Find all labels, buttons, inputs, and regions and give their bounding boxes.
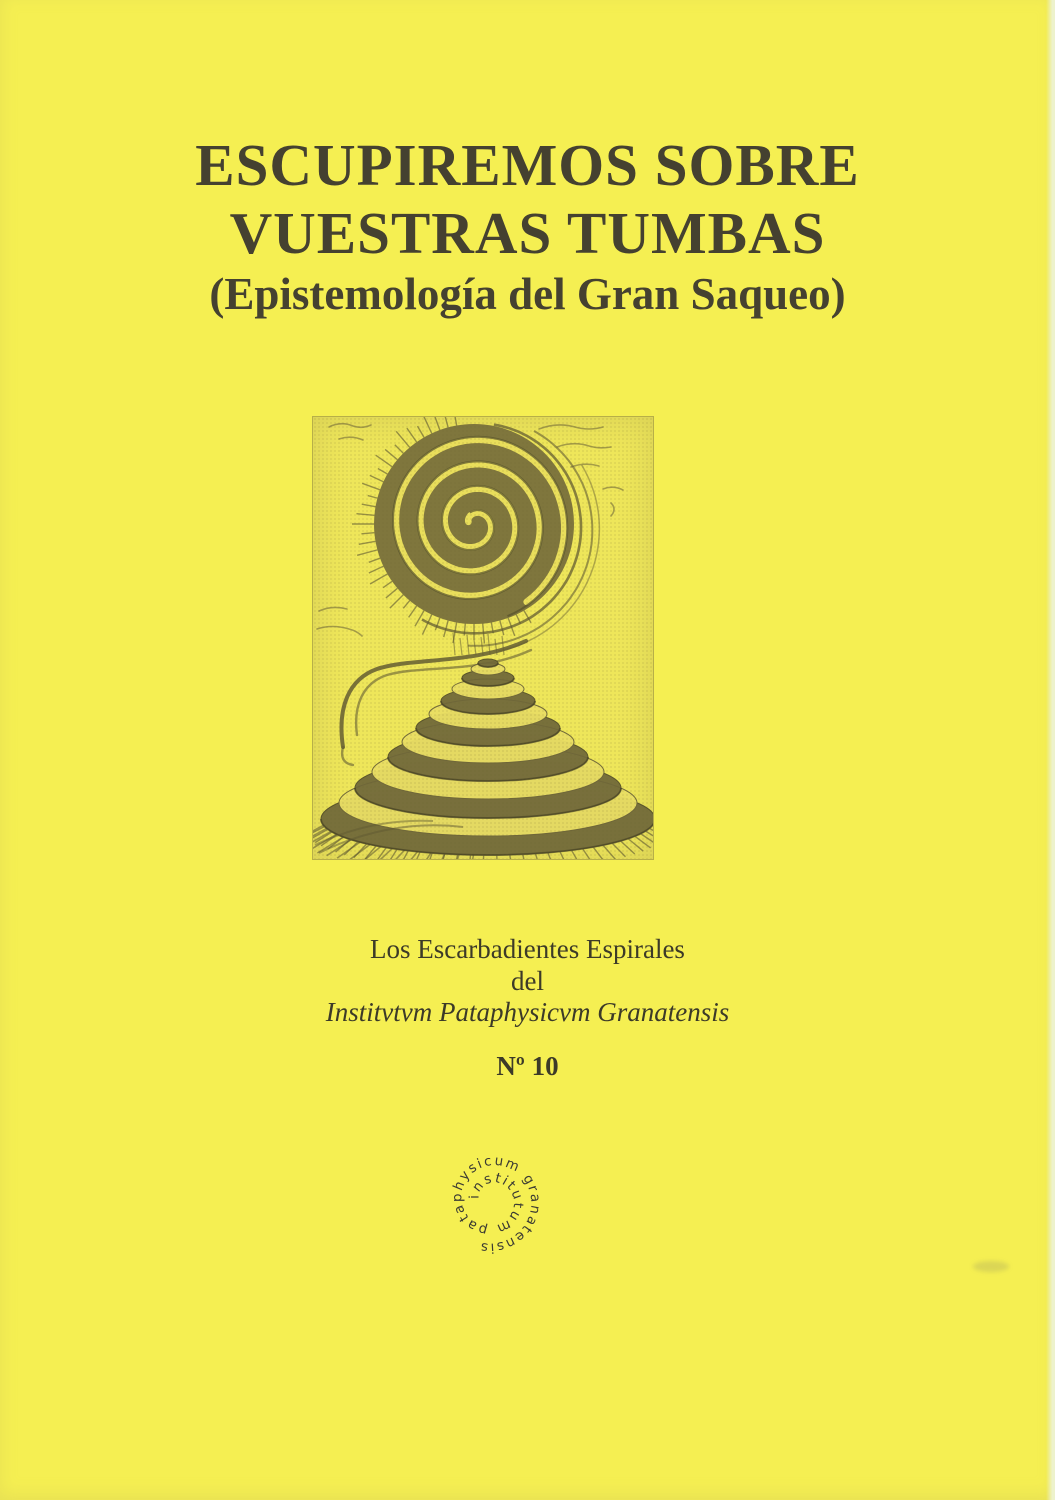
- spiral-sketch-drawing: [313, 417, 653, 859]
- page-edge-strip: [1046, 0, 1055, 1500]
- stepped-spiral-mound: [313, 659, 653, 859]
- imprint-line2: del: [511, 966, 544, 996]
- logo-spiral-text: institutum pataphysicum granatensis: [449, 1152, 544, 1256]
- imprint-line1: Los Escarbadientes Espirales: [370, 934, 685, 964]
- cover-title-line1: ESCUPIREMOS SOBRE: [195, 132, 860, 198]
- spiral-text-logo: [408, 1116, 576, 1284]
- coiled-rope-spiral: [352, 417, 599, 655]
- cover-title-line2: VUESTRAS TUMBAS: [229, 200, 826, 266]
- smudge-mark: [973, 1261, 1009, 1272]
- institute-spiral-logo: [408, 1116, 576, 1284]
- issue-number: Nº 10: [496, 1051, 559, 1081]
- cover-subtitle: (Epistemología del Gran Saqueo): [209, 269, 846, 319]
- spiral-sketch-image: [312, 416, 654, 860]
- imprint-line3: Institvtvm Pataphysicvm Granatensis: [325, 997, 730, 1027]
